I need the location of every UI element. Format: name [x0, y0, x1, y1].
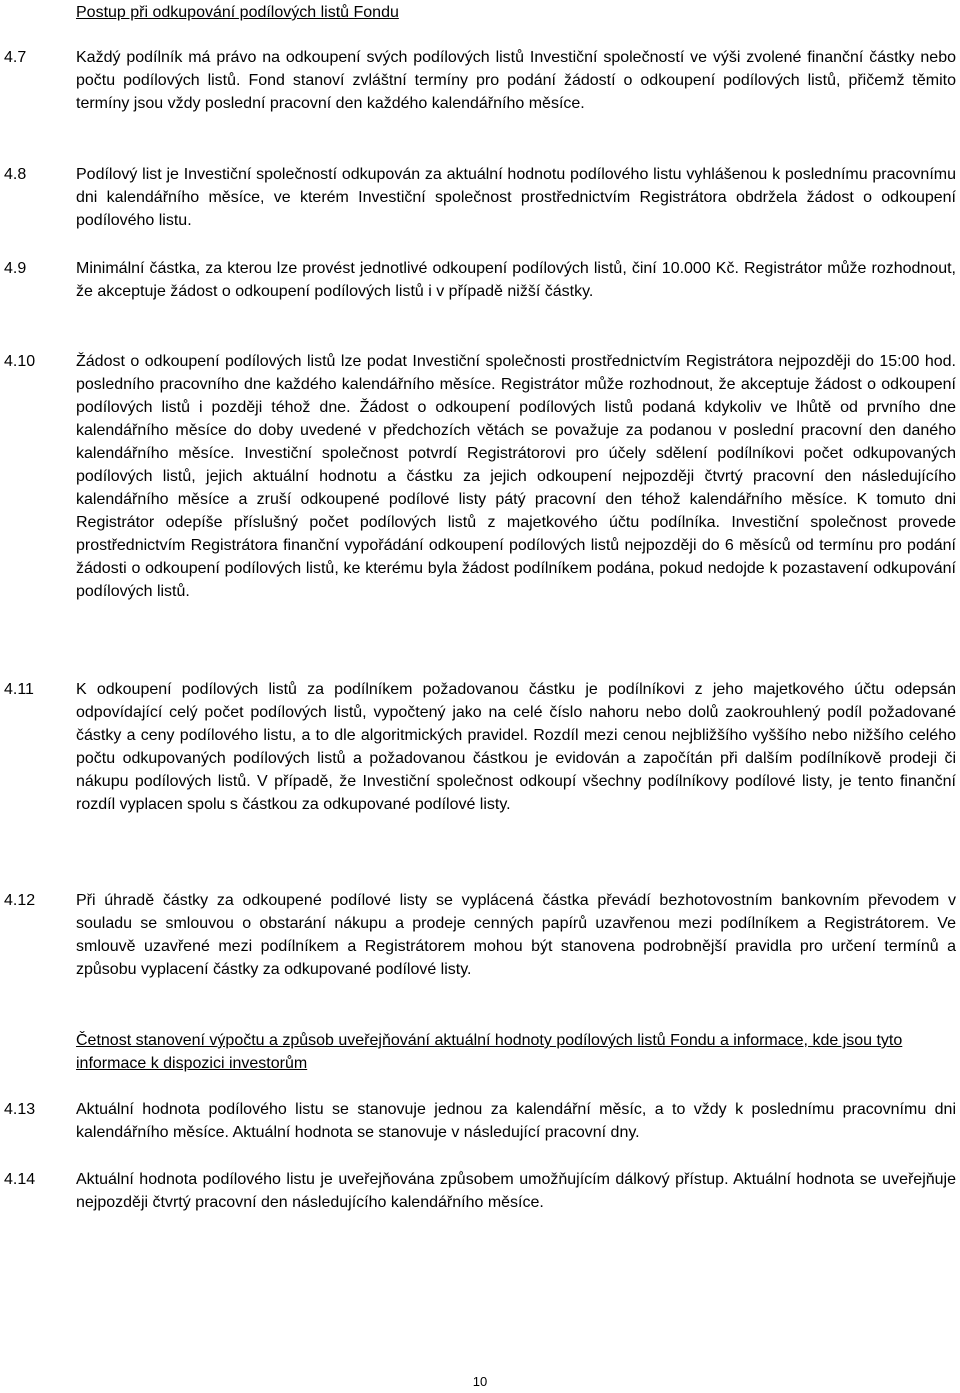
paragraph-text: Aktuální hodnota podílového listu je uveřejňována způsobem umožňujícím dálkový přístup. Aktuální hodnota se uveřejňuje nejpozději čtvrtý pracovní den následujícího kalendářního měsíce.	[76, 1171, 956, 1211]
paragraph-number: 4.13	[4, 1101, 36, 1118]
paragraph-number: 4.10	[4, 353, 36, 370]
paragraph-text: K odkoupení podílových listů za podílníkem požadovanou částku je podílníkovi z jeho majetkového účtu odepsán odpovídající celý počet podílových listů, vypočtený jako na celé číslo nahoru nebo dolů zaokrouhlený podíl požadované částky a ceny podílového listu, a to dle algoritmických pravidel. Rozdíl mezi cenou nejbližšího vyššího nebo nižšího celého počtu odkupovaných podílových listů a požadovanou částkou je evidován a započítán při dalším podílníkově prodeji či nákupu podílových listů. V případě, že Investiční společnost odkoupí všechny podílníkovy podílové listy, je tento finanční rozdíl vyplacen spolu s částkou za odkupované podílové listy.	[76, 681, 956, 813]
paragraph-text: Aktuální hodnota podílového listu se stanovuje jednou za kalendářní měsíc, a to vždy k poslednímu pracovnímu dni kalendářního měsíce. Aktuální hodnota se stanovuje v následující pracovní dny.	[76, 1101, 956, 1141]
paragraph-text: Podílový list je Investiční společností odkupován za aktuální hodnotu podílového listu vyhlášenou k poslednímu pracovnímu dni kalendářního měsíce, ve kterém Investiční společnost prostřednictvím Registrátora obdržela žádost o odkoupení podílového listu.	[76, 166, 956, 229]
paragraph-number: 4.8	[4, 166, 27, 183]
paragraph-number: 4.14	[4, 1171, 36, 1188]
paragraph-number: 4.11	[4, 681, 34, 698]
paragraph-text: Každý podílník má právo na odkoupení svých podílových listů Investiční společností ve výši zvolené finanční částky nebo počtu podílových listů. Fond stanoví zvláštní termíny pro podání žádostí o odkoupení podílových listů, přičemž těmito termíny jsou vždy poslední pracovní den každého kalendářního měsíce.	[76, 49, 956, 112]
paragraph-text: Při úhradě částky za odkoupené podílové listy se vyplácená částka převádí bezhotovostním bankovním převodem v souladu se smlouvou o obstarání nákupu a prodeje cenných papírů uzavřenou mezi podílníkem a Registrátorem. Ve smlouvě uzavřené mezi podílníkem a Registrátorem mohou být stanovena podrobnější pravidla pro určení termínů a způsobu vyplacení částky za odkupované podílové listy.	[76, 892, 956, 978]
paragraph-text: Minimální částka, za kterou lze provést jednotlivé odkoupení podílových listů, činí 10.000 Kč. Registrátor může rozhodnout, že akceptuje žádost o odkoupení podílových listů i v případě nižší částky.	[76, 260, 956, 300]
paragraph-number: 4.9	[4, 260, 27, 277]
paragraph-text: Žádost o odkoupení podílových listů lze podat Investiční společnosti prostřednictvím Registrátora nejpozději do 15:00 hod. posledního pracovního dne každého kalendářního měsíce. Registrátor může rozhodnout, že akceptuje žádost o odkoupení podílových listů i později téhož dne. Žádost o odkoupení podílových listů podaná kdykoliv ve lhůtě od prvního dne kalendářního měsíce do doby uvedené v předchozích větách se považuje za podanou v poslední pracovní den daného kalendářního měsíce. Investiční společnost potvrdí Registrátorovi pro účely sdělení podílníkovi počet odkupovaných podílových listů, jejich aktuální hodnotu a částku za jejich odkoupení nejpozději čtvrtý pracovní den následujícího kalendářního měsíce a zruší odkoupené podílové listy pátý pracovní den téhož kalendářního měsíce. K tomuto dni Registrátor odepíše příslušný počet podílových listů z majetkového účtu podílníka. Investiční společnost provede prostřednictvím Registrátora finanční vypořádání odkoupení podílových listů nejpozději do 6 měsíců od termínu pro podání žádosti o odkoupení podílových listů, ke kterému byla žádost podílníkem podána, pokud nedojde k pozastavení odkupování podílových listů.	[76, 353, 956, 600]
paragraph-number: 4.12	[4, 892, 36, 909]
section-heading-publication: Četnost stanovení výpočtu a způsob uveřejňování aktuální hodnoty podílových listů Fondu a informace, kde jsou tyto informace k dispozici investorům	[76, 1032, 903, 1072]
page-number: 10	[472, 1374, 488, 1389]
paragraph-number: 4.7	[4, 49, 27, 66]
section-heading-buyback: Postup při odkupování podílových listů Fondu	[76, 4, 399, 21]
